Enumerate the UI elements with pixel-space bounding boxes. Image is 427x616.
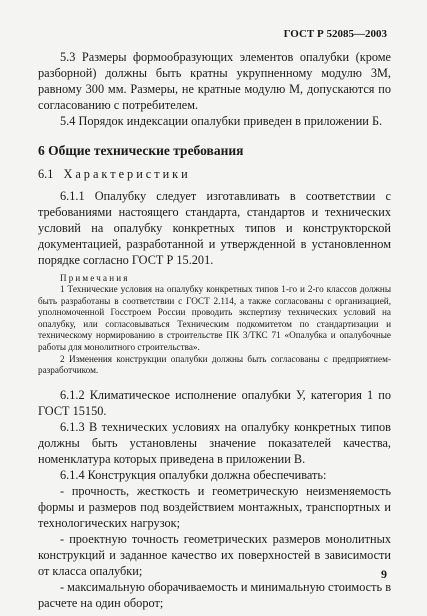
- paragraph-6-1-3: 6.1.3 В технических условиях на опалубку конкретных типов должны быть установлены значение показателей качества, номенклатура которых приведена в приложении В.: [38, 419, 391, 466]
- notes-heading: Примечания: [60, 273, 130, 283]
- paragraph-5-3: 5.3 Размеры формообразующих элементов опалубки (кроме разборной) должны быть кратны укрупненному модулю 3М, равному 300 мм. Размеры, не кратные модулю М, допускаются по согласованию с потребителем.: [38, 50, 391, 112]
- page-content: [38, 49, 391, 611]
- section-title: 6 Общие технические требования: [38, 143, 244, 158]
- subsection-heading: [38, 167, 391, 182]
- paragraph-6-1-1: 6.1.1 Опалубку следует изготавливать в соответствии с требованиями настоящего стандарта, стандартов и технических условий на опалубку конкретных типов и конструкторской документацией, разработанной и утвержденной в установленном порядке согласно ГОСТ Р 15.201.: [38, 189, 391, 267]
- note-1: 1 Технические условия на опалубку конкретных типов 1-го и 2-го классов должны быть разработаны в соответствии с ГОСТ 2.114, а также согласованы с организацией, уполномоченной Госстроем России проводить экспертизу технических условий на опалубку, или согласовываться Техническим подкомитетом по стандартизации и техническому нормированию в строительстве ПК 3/ТКС 71 «Опалубка и опалубочные работы для монолитного строительства».: [38, 284, 391, 352]
- list-item: - прочность, жесткость и геометрическую неизменяемость формы и размеров под воздействием монтажных, транспортных и технологических нагрузок;: [38, 483, 391, 530]
- subsection-number: 6.1: [38, 167, 54, 181]
- paragraph-6-1-2: 6.1.2 Климатическое исполнение опалубки У, категория 1 по ГОСТ 15150.: [38, 387, 391, 418]
- list-item: - проектную точность геометрических размеров монолитных конструкций и заданное качество их поверхностей в зависимости от класса опалубки;: [38, 531, 391, 578]
- standard-header: ГОСТ Р 52085—2003: [283, 28, 387, 40]
- paragraph-6-1-4: 6.1.4 Конструкция опалубки должна обеспечивать:: [60, 467, 327, 482]
- subsection-title: Характеристики: [63, 167, 191, 181]
- page-number: 9: [381, 567, 387, 581]
- paragraph-5-4: 5.4 Порядок индексации опалубки приведен в приложении Б.: [60, 114, 383, 128]
- note-2: 2 Изменения конструкции опалубки должны быть согласованы с предприятием-разработчиком.: [38, 353, 391, 376]
- list-item: - максимальную оборачиваемость и минимальную стоимость в расчете на один оборот;: [38, 579, 391, 610]
